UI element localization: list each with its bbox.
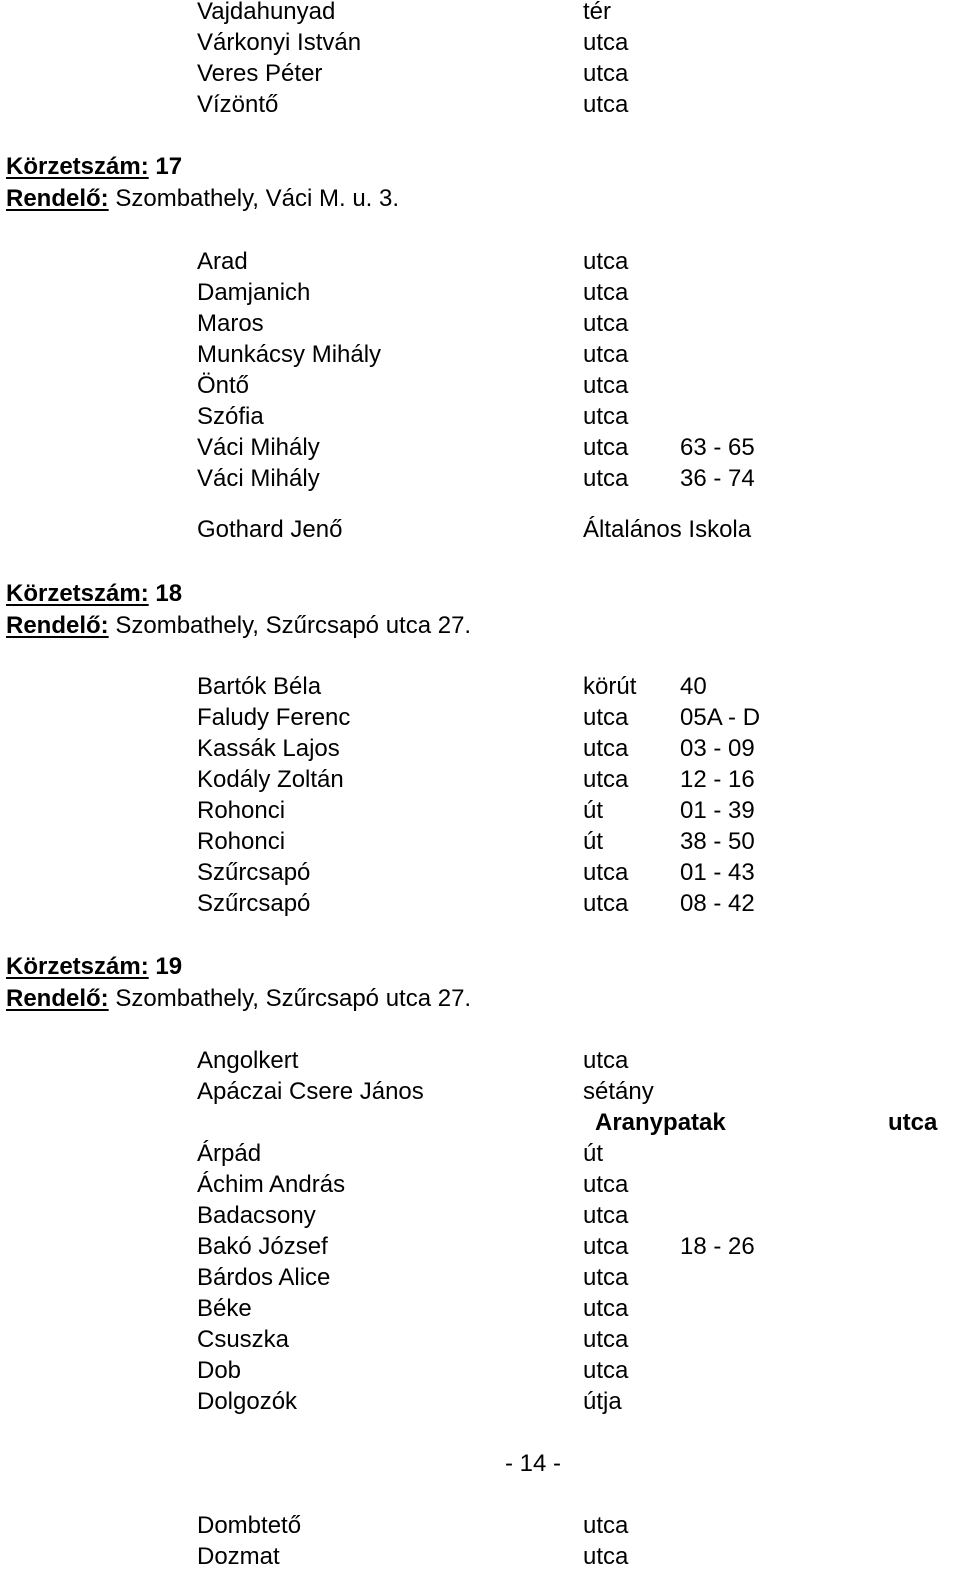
korzetszam-label: Körzetszám:	[6, 580, 149, 607]
street-name: Apáczai Csere János	[197, 1078, 424, 1105]
street-type: tér	[583, 0, 612, 25]
street-type: utca	[583, 372, 629, 399]
street-type: utca	[583, 1326, 629, 1353]
street-type: utca	[583, 279, 629, 306]
house-number-range: 01 - 43	[680, 859, 755, 886]
street-name: Faludy Ferenc	[197, 704, 351, 731]
korzetszam-label: Körzetszám:	[6, 953, 149, 980]
street-name: Damjanich	[197, 279, 311, 306]
house-number-range: 12 - 16	[680, 766, 755, 793]
street-name: Rohonci	[197, 797, 286, 824]
street-name: Váci Mihály	[197, 434, 320, 461]
street-name: Csuszka	[197, 1326, 290, 1353]
house-number-range: 18 - 26	[680, 1233, 755, 1260]
street-type: utca	[583, 1357, 629, 1384]
street-type: utca	[583, 29, 629, 56]
street-type: utca	[583, 1233, 629, 1260]
street-name: Angolkert	[197, 1047, 299, 1074]
street-name: Badacsony	[197, 1202, 316, 1229]
korzetszam-label: Körzetszám:	[6, 153, 149, 180]
street-type: utca	[583, 1047, 629, 1074]
school-type: Általános Iskola	[583, 516, 752, 543]
street-type: utca	[583, 735, 629, 762]
street-type: utca	[583, 704, 629, 731]
street-type: utca	[888, 1109, 938, 1136]
korzetszam-value: 17	[148, 153, 183, 180]
street-name: Dolgozók	[197, 1388, 298, 1415]
district-17-number	[6, 153, 182, 181]
street-type: utca	[583, 434, 629, 461]
district-17-office	[6, 185, 399, 213]
street-name: Aranypatak	[595, 1109, 726, 1136]
street-type: utca	[583, 1295, 629, 1322]
street-name: Dob	[197, 1357, 242, 1384]
street-type: utca	[583, 1543, 629, 1570]
korzetszam-value: 19	[148, 953, 183, 980]
street-name: Vajdahunyad	[197, 0, 336, 25]
street-name: Vízöntő	[197, 91, 279, 118]
street-type: utca	[583, 1202, 629, 1229]
school-name: Gothard Jenő	[197, 516, 343, 543]
street-type: utca	[583, 60, 629, 87]
street-name: Kodály Zoltán	[197, 766, 344, 793]
rendelo-address: Szombathely, Szűrcsapó utca 27.	[108, 612, 472, 639]
street-name: Bakó József	[197, 1233, 328, 1260]
street-name: Arad	[197, 248, 248, 275]
street-type: utca	[583, 91, 629, 118]
street-type: út	[583, 797, 604, 824]
district-18-office	[6, 612, 471, 640]
street-name: Veres Péter	[197, 60, 323, 87]
district-19-office	[6, 985, 471, 1013]
korzetszam-value: 18	[148, 580, 183, 607]
rendelo-label: Rendelő:	[6, 985, 109, 1012]
street-type: utca	[583, 341, 629, 368]
street-type: utca	[583, 465, 629, 492]
house-number-range: 63 - 65	[680, 434, 755, 461]
page-number: - 14 -	[505, 1450, 562, 1477]
street-name: Öntő	[197, 372, 250, 399]
street-type: körút	[583, 673, 637, 700]
rendelo-label: Rendelő:	[6, 612, 109, 639]
street-type: sétány	[583, 1078, 654, 1105]
street-name: Dombtető	[197, 1512, 302, 1539]
street-name: Váci Mihály	[197, 465, 320, 492]
street-name: Árpád	[197, 1140, 262, 1167]
street-name: Dozmat	[197, 1543, 280, 1570]
street-type: utca	[583, 1171, 629, 1198]
street-name: Maros	[197, 310, 264, 337]
street-name: Béke	[197, 1295, 252, 1322]
house-number-range: 05A - D	[680, 704, 761, 731]
rendelo-address: Szombathely, Váci M. u. 3.	[108, 185, 400, 212]
street-name: Szűrcsapó	[197, 890, 311, 917]
street-name: Kassák Lajos	[197, 735, 340, 762]
street-type: útja	[583, 1388, 622, 1415]
house-number-range: 08 - 42	[680, 890, 755, 917]
street-type: utca	[583, 890, 629, 917]
street-type: utca	[583, 1512, 629, 1539]
street-name: Áchim András	[197, 1171, 346, 1198]
street-type: út	[583, 1140, 604, 1167]
district-19-number	[6, 953, 182, 981]
district-18-number	[6, 580, 182, 608]
street-name: Bartók Béla	[197, 673, 322, 700]
street-type: utca	[583, 766, 629, 793]
house-number-range: 01 - 39	[680, 797, 755, 824]
house-number-range: 38 - 50	[680, 828, 755, 855]
street-type: utca	[583, 1264, 629, 1291]
street-name: Várkonyi István	[197, 29, 362, 56]
street-type: utca	[583, 403, 629, 430]
street-type: utca	[583, 859, 629, 886]
street-type: utca	[583, 248, 629, 275]
rendelo-address: Szombathely, Szűrcsapó utca 27.	[108, 985, 472, 1012]
house-number-range: 36 - 74	[680, 465, 755, 492]
street-name: Szűrcsapó	[197, 859, 311, 886]
street-type: út	[583, 828, 604, 855]
street-name: Szófia	[197, 403, 264, 430]
house-number-range: 40	[680, 673, 707, 700]
street-type: utca	[583, 310, 629, 337]
street-name: Munkácsy Mihály	[197, 341, 382, 368]
house-number-range: 03 - 09	[680, 735, 755, 762]
rendelo-label: Rendelő:	[6, 185, 109, 212]
street-name: Bárdos Alice	[197, 1264, 331, 1291]
street-name: Rohonci	[197, 828, 286, 855]
